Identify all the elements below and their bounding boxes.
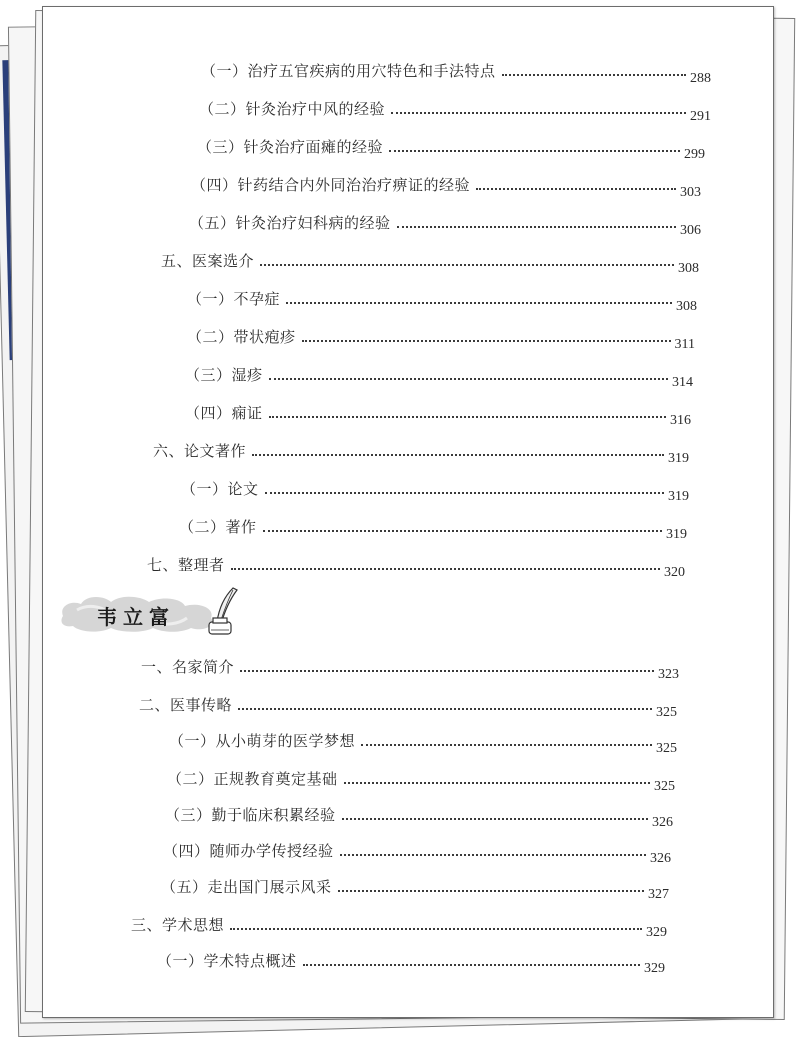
toc-entry-label: （一）论文 <box>181 480 259 498</box>
toc-entry <box>179 513 687 542</box>
dot-leader <box>361 744 652 746</box>
dot-leader <box>502 74 686 76</box>
toc-entry <box>139 691 677 720</box>
dot-leader <box>231 568 660 570</box>
toc-entry <box>189 209 701 238</box>
dot-leader <box>260 264 674 266</box>
toc-entry-label: （一）不孕症 <box>187 290 281 308</box>
toc-entry-page: 327 <box>648 887 669 902</box>
toc-entry-page: 291 <box>690 109 711 124</box>
toc-entry <box>199 95 711 124</box>
toc-entry-label: （一）学术特点概述 <box>157 952 297 970</box>
toc-entry-label: （二）针灸治疗中风的经验 <box>199 100 386 118</box>
toc-entry-label: （五）走出国门展示风采 <box>161 878 332 896</box>
toc-entry <box>197 133 705 162</box>
dot-leader <box>240 670 654 672</box>
dot-leader <box>269 378 668 380</box>
toc-entry-page: 326 <box>652 815 673 830</box>
toc-entry <box>131 911 667 940</box>
toc-entry-page: 320 <box>664 565 685 580</box>
toc-entry-label: （四）针药结合内外同治治疗痹证的经验 <box>191 176 471 194</box>
toc-entry-page: 288 <box>690 71 711 86</box>
toc-entry-page: 319 <box>666 527 687 542</box>
toc-entry-page: 299 <box>684 147 705 162</box>
toc-entry <box>157 947 665 976</box>
toc-entry-page: 316 <box>670 413 691 428</box>
toc-entry-page: 308 <box>676 299 697 314</box>
toc-entry <box>191 171 701 200</box>
toc-entry-page: 308 <box>678 261 699 276</box>
toc-entry-page: 329 <box>644 961 665 976</box>
dot-leader <box>269 416 666 418</box>
toc-entry <box>185 361 693 390</box>
toc-entry-label: （三）针灸治疗面瘫的经验 <box>197 138 384 156</box>
toc-entry-label: （二）带状疱疹 <box>187 328 296 346</box>
dot-leader <box>265 492 664 494</box>
dot-leader <box>391 112 686 114</box>
toc-entry-label: （二）正规教育奠定基础 <box>167 770 338 788</box>
toc-entry-label: （四）随师办学传授经验 <box>163 842 334 860</box>
toc-entry-page: 326 <box>650 851 671 866</box>
toc-entry-label: （二）著作 <box>179 518 257 536</box>
dot-leader <box>344 782 650 784</box>
toc-entry-page: 311 <box>674 337 695 352</box>
toc-entry <box>169 727 677 756</box>
toc-entry <box>163 837 671 866</box>
toc-entry-label: 六、论文著作 <box>153 442 247 460</box>
toc-entry <box>167 765 675 794</box>
toc-page <box>42 6 774 1018</box>
toc-entry-page: 323 <box>658 667 679 682</box>
dot-leader <box>286 302 672 304</box>
toc-entry <box>161 247 699 276</box>
toc-entry <box>141 653 679 682</box>
toc-entry-label: 五、医案选介 <box>161 252 255 270</box>
toc-entry <box>161 873 669 902</box>
toc-entry-page: 314 <box>672 375 693 390</box>
dot-leader <box>302 340 671 342</box>
toc-entry-label: （一）从小萌芽的医学梦想 <box>169 732 356 750</box>
toc-entry-page: 319 <box>668 451 689 466</box>
dot-leader <box>476 188 676 190</box>
dot-leader <box>238 708 652 710</box>
dot-leader <box>342 818 648 820</box>
toc-entry-page: 329 <box>646 925 667 940</box>
quill-pen-icon <box>203 586 243 638</box>
toc-entry-page: 325 <box>654 779 675 794</box>
toc-entry <box>187 285 697 314</box>
toc-entry-label: （三）湿疹 <box>185 366 263 384</box>
toc-entry <box>185 399 691 428</box>
toc-entry <box>181 475 689 504</box>
toc-entry-label: 七、整理者 <box>147 556 225 574</box>
toc-entry <box>147 551 685 580</box>
toc-entry <box>153 437 689 466</box>
toc-entry <box>165 801 673 830</box>
toc-entry-label: 二、医事传略 <box>139 696 233 714</box>
dot-leader <box>263 530 662 532</box>
toc-entry-page: 303 <box>680 185 701 200</box>
toc-entry-label: （三）勤于临床积累经验 <box>165 806 336 824</box>
dot-leader <box>230 928 642 930</box>
toc-entry-label: （四）痫证 <box>185 404 263 422</box>
toc-entry-page: 325 <box>656 705 677 720</box>
toc-entry-label: （一）治疗五官疾病的用穴特色和手法特点 <box>201 62 496 80</box>
toc-entry-label: 三、学术思想 <box>131 916 225 934</box>
dot-leader <box>303 964 640 966</box>
dot-leader <box>340 854 646 856</box>
dot-leader <box>397 226 676 228</box>
dot-leader <box>389 150 680 152</box>
toc-entry-page: 325 <box>656 741 677 756</box>
toc-entry-label: （五）针灸治疗妇科病的经验 <box>189 214 391 232</box>
toc-entry <box>187 323 695 352</box>
dot-leader <box>338 890 644 892</box>
toc-entry <box>201 57 711 86</box>
toc-entry-page: 319 <box>668 489 689 504</box>
section-title: 韦立富 <box>97 605 175 629</box>
toc-entry-page: 306 <box>680 223 701 238</box>
dot-leader <box>252 454 664 456</box>
toc-entry-label: 一、名家简介 <box>141 658 235 676</box>
section-heading <box>57 592 217 634</box>
